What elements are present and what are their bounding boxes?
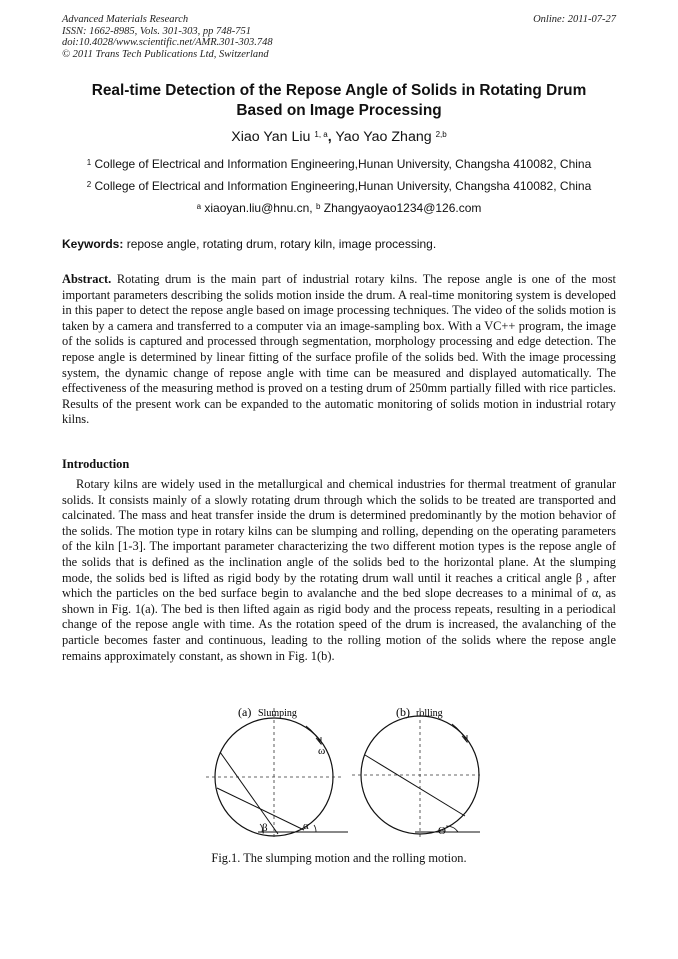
omega-symbol: ω <box>318 745 326 757</box>
issn-line: ISSN: 1662-8985, Vols. 301-303, pp 748-751 <box>62 25 251 37</box>
alpha-arc <box>314 825 316 832</box>
keywords <box>62 237 622 252</box>
theta-symbol: Θ <box>438 825 446 837</box>
affiliation-mark: 1 <box>86 158 92 167</box>
author-list: Xiao Yan Liu $^{1, a}$, Yao Yao Zhang $^{2,b}$ <box>231 129 447 145</box>
author-name: Yao Yao Zhang <box>335 129 432 145</box>
fig-label-slumping: Slumping <box>258 708 297 719</box>
figure-1 <box>200 700 480 845</box>
title-line-1: Real-time Detection of the Repose Angle of Solids in Rotating Drum <box>91 82 587 99</box>
abstract-label: Abstract. <box>62 272 112 286</box>
author-name: Xiao Yan Liu <box>231 129 311 145</box>
journal-name: Advanced Materials Research <box>62 14 189 25</box>
keywords-label: Keywords: <box>62 237 124 251</box>
doi-line: doi:10.4028/www.scientific.net/AMR.301-303.748 <box>62 37 273 48</box>
affiliation-mark: 2 <box>86 180 92 189</box>
abstract-text: Rotating drum is the main part of industrial rotary kilns. The repose angle is one of the most important parameters describing the solids motion inside the drum. A real-time monitoring system is developed in this paper to detect the repose angle based on image processing techniques. The video of the solids motion is taken by a camera and transferred to a computer via an image-sampling box. With a VC++ program, the image of the solids is captured and processed through segmentation, morphology processing and edge detection. The repose angle is determined by linear fitting of the surface profile of the solids bed. With the image processing system, the dynamic change of repose angle with time can be measured and displayed automatically. The effectiveness of the measuring method is proved on a testing drum of 250mm partially filled with rice particles. Results of the present work can be expanded to the automatic monitoring of solids motion in industrial rotary kilns. <box>62 272 616 427</box>
keywords-text: repose angle, rotating drum, rotary kiln, image processing. <box>126 237 437 251</box>
figure-1-drawing <box>200 700 480 845</box>
figure-1-caption: Fig.1. The slumping motion and the rolling motion. <box>211 851 467 865</box>
email-mark: a <box>196 202 202 211</box>
fig-label-b: (b) <box>396 705 410 719</box>
bed-surface-rolling <box>365 755 465 816</box>
copyright-line: © 2011 Trans Tech Publications Ltd, Switzerland <box>62 48 269 60</box>
email-link[interactable]: xiaoyan.liu@hnu.cn, <box>204 201 313 215</box>
author-affiliation-mark: 2,b <box>435 130 447 139</box>
affiliation-text: College of Electrical and Information Engineering,Hunan University, Changsha 410082, China <box>94 179 592 193</box>
section-heading-introduction: Introduction <box>62 457 130 471</box>
abstract <box>62 272 616 428</box>
author-affiliation-mark: 1, a <box>314 130 328 139</box>
affiliation-2 <box>40 179 638 194</box>
alpha-symbol: α <box>303 820 309 832</box>
title-line-2: Based on Image Processing <box>236 102 442 119</box>
author-emails <box>40 201 638 216</box>
affiliation-1 <box>40 157 638 172</box>
bed-surface-critical <box>220 752 278 834</box>
fig-label-a: (a) <box>238 705 252 719</box>
email-link[interactable]: Zhangyaoyao1234@126.com <box>323 201 482 215</box>
paper-title <box>40 81 638 121</box>
online-date: Online: 2011-07-27 <box>533 14 616 25</box>
email-mark: b <box>315 202 321 211</box>
beta-symbol: β <box>262 822 268 834</box>
affiliation-text: College of Electrical and Information Engineering,Hunan University, Changsha 410082, China <box>94 157 592 171</box>
introduction-paragraph: Rotary kilns are widely used in the metallurgical and chemical industries for thermal treatment of granular solids. It consists mainly of a slowly rotating drum through which the solids to be treated are transported and calcinated. The mass and heat transfer inside the drum is determined predominantly by the motion behavior of the solids. The motion type in rotary kilns can be slumping and rolling, depending on the operating parameters of the kiln [1-3]. The important parameter characterizing the two different motion types is the repose angle of the solids that is defined as the inclination angle of the solids bed to the horizontal plane. At the slumping mode, the solids bed is lifted as rigid body by the rotating drum wall until it reaches a critical angle β , after which the particles on the bed surface begin to avalanche and the bed slope decreases to a minimal of α, as shown in Fig. 1(a). The bed is then lifted again as rigid body and the process repeats, resulting in a periodical change of the repose angle with time. As the rotation speed of the drum is increased, the avalanching of the particle becomes faster and continuous, leading to the rolling motion of the solids where the repose angle remains approximately constant, as shown in Fig. 1(b). <box>62 477 616 663</box>
bed-surface-minimal <box>217 788 304 830</box>
fig-label-rolling: rolling <box>416 708 443 719</box>
journal-header <box>62 14 273 60</box>
